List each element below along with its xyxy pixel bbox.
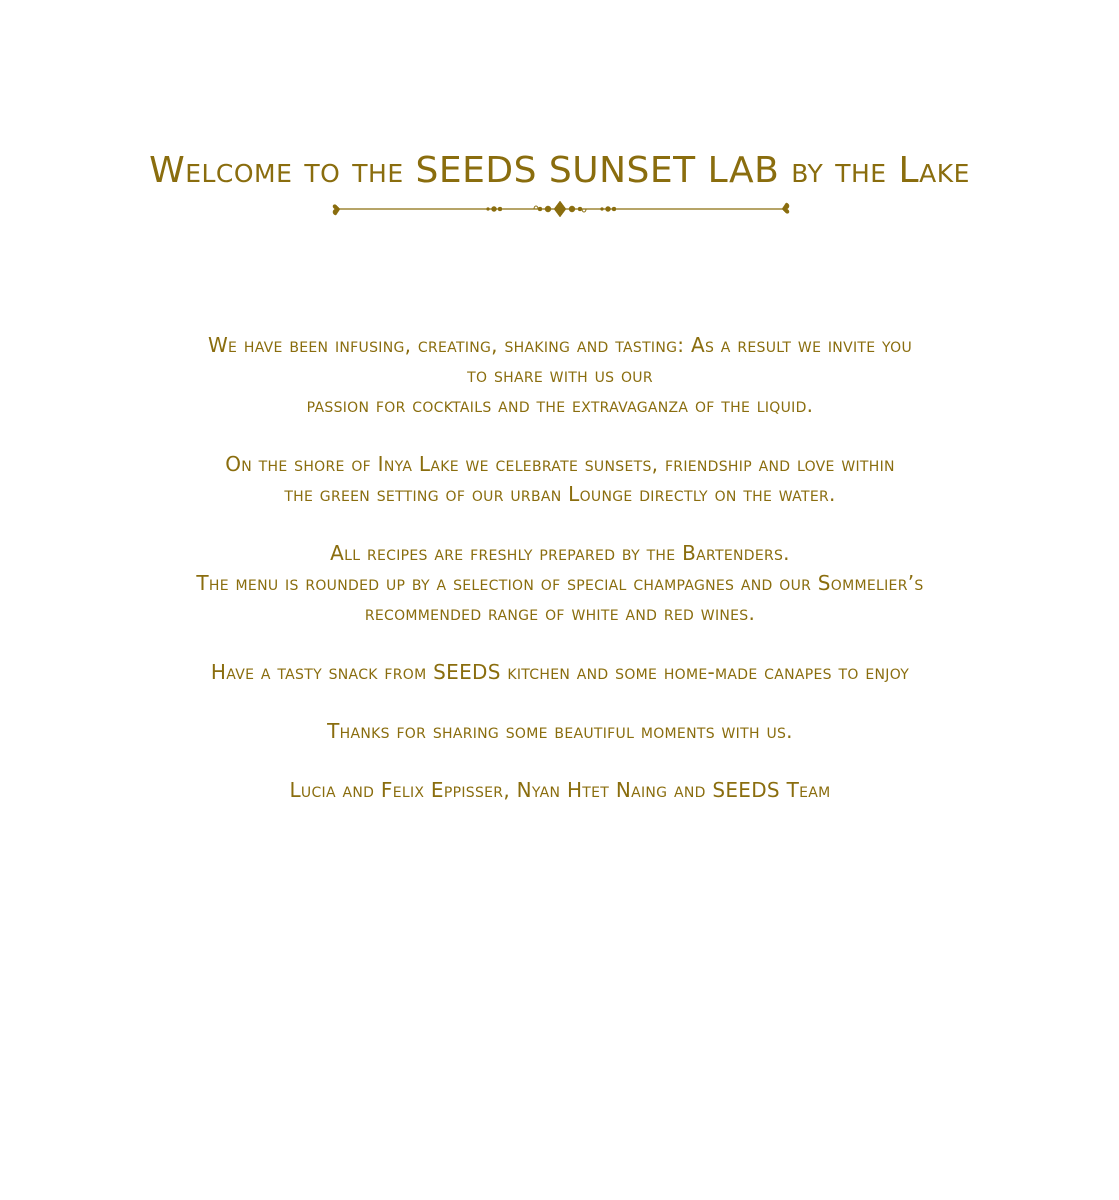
paragraph-intro xyxy=(60,330,1060,420)
text-line: All recipes are freshly prepared by the Bartenders. xyxy=(330,541,790,565)
text-line: recommended range of white and red wines. xyxy=(364,601,756,625)
signature-line: Lucia and Felix Eppisser, Nyan Htet Naing and SEEDS Team xyxy=(289,778,831,802)
text-line: On the shore of Inya Lake we celebrate sunsets, friendship and love within xyxy=(225,452,895,476)
text-line: to share with us our xyxy=(467,363,653,387)
text-line: Have a tasty snack from SEEDS kitchen and some home-made canapes to enjoy xyxy=(210,660,910,684)
text-line: passion for cocktails and the extravaganza of the liquid. xyxy=(306,393,814,417)
text-line: Thanks for sharing some beautiful moments with us. xyxy=(327,719,793,743)
page-title: Welcome to the SEEDS SUNSET LAB by the Lake xyxy=(149,150,970,191)
text-line: We have been infusing, creating, shaking and tasting: As a result we invite you xyxy=(207,333,912,357)
text-line: the green setting of our urban Lounge directly on the water. xyxy=(284,482,836,506)
ornamental-divider-icon xyxy=(328,197,792,221)
text-line: The menu is rounded up by a selection of special champagnes and our Sommelier’s xyxy=(196,571,924,595)
paragraph-location xyxy=(60,449,1060,509)
paragraph-menu xyxy=(60,538,1060,628)
welcome-body xyxy=(60,330,1060,834)
paragraph-thanks xyxy=(60,716,1060,746)
paragraph-snack xyxy=(60,657,1060,687)
paragraph-signature xyxy=(60,775,1060,805)
